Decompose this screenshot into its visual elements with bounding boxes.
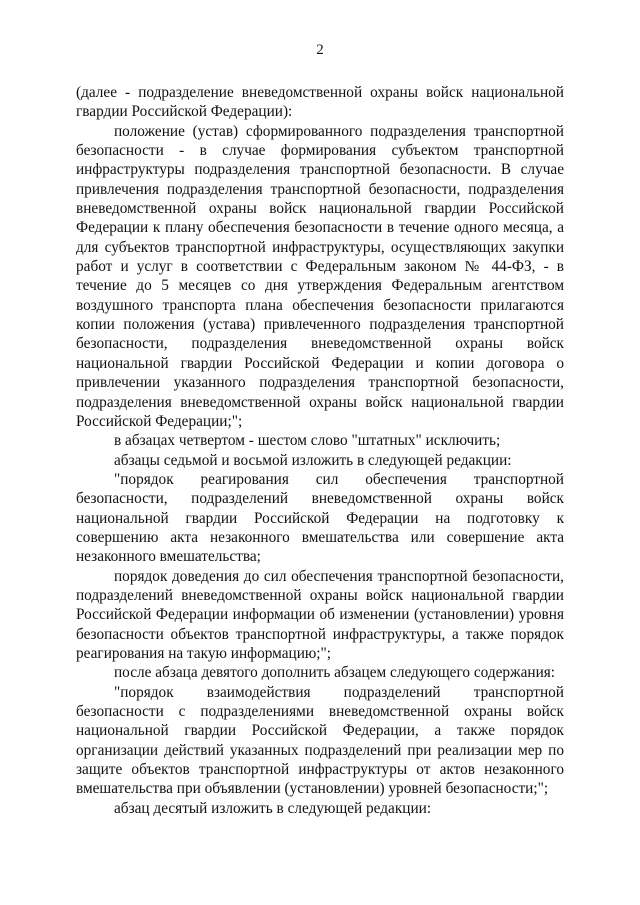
paragraph: (далее - подразделение вневедомственной охраны войск национальной гвардии Российской Федерации):	[76, 84, 564, 121]
paragraph: "порядок взаимодействия подразделений транспортной безопасности с подразделениями вневедомственной охраны войск национальной гвардии Российской Федерации, а также порядок организации действий указанных подразделений при реализации мер по защите объектов транспортной инфраструктуры от актов незаконного вмешательства при объявлении (установлении) уровней безопасности;";	[76, 683, 564, 798]
paragraph: после абзаца девятого дополнить абзацем следующего содержания:	[114, 664, 556, 682]
document-body	[76, 83, 564, 818]
paragraph: положение (устав) сформированного подразделения транспортной безопасности - в случае формирования субъектом транспортной инфраструктуры подразделения транспортной безопасности. В случае привлечения подразделения транспортной безопасности, подразделения вневедомственной охраны войск национальной гвардии Российской Федерации к плану обеспечения безопасности в течение одного месяца, а для субъектов транспортной инфраструктуры, осуществляющих закупки работ и услуг в соответствии с Федеральным законом № 44-ФЗ, - в течение до 5 месяцев со дня утверждения Федеральным агентством воздушного транспорта плана обеспечения безопасности прилагаются копии положения (устава) привлеченного подразделения транспортной безопасности, подразделения вневедомственной охраны войск национальной гвардии Российской Федерации и копии договора о привлечении указанного подразделения транспортной безопасности, подразделения вневедомственной охраны войск национальной гвардии Российской Федерации;";	[76, 122, 564, 430]
paragraph: абзацы седьмой и восьмой изложить в следующей редакции:	[114, 451, 512, 469]
paragraph: в абзацах четвертом - шестом слово "штатных" исключить;	[114, 432, 501, 450]
paragraph: абзац десятый изложить в следующей редакции:	[114, 799, 432, 817]
paragraph: порядок доведения до сил обеспечения транспортной безопасности, подразделений вневедомственной охраны войск национальной гвардии Российской Федерации информации об изменении (установлении) уровня безопасности объектов транспортной инфраструктуры, а также порядок реагирования на такую информацию;";	[76, 567, 564, 662]
paragraph: "порядок реагирования сил обеспечения транспортной безопасности, подразделений вневедомственной охраны войск национальной гвардии Российской Федерации на подготовку к совершению акта незаконного вмешательства или совершение акта незаконного вмешательства;	[76, 470, 564, 566]
page-number: 2	[316, 42, 324, 58]
